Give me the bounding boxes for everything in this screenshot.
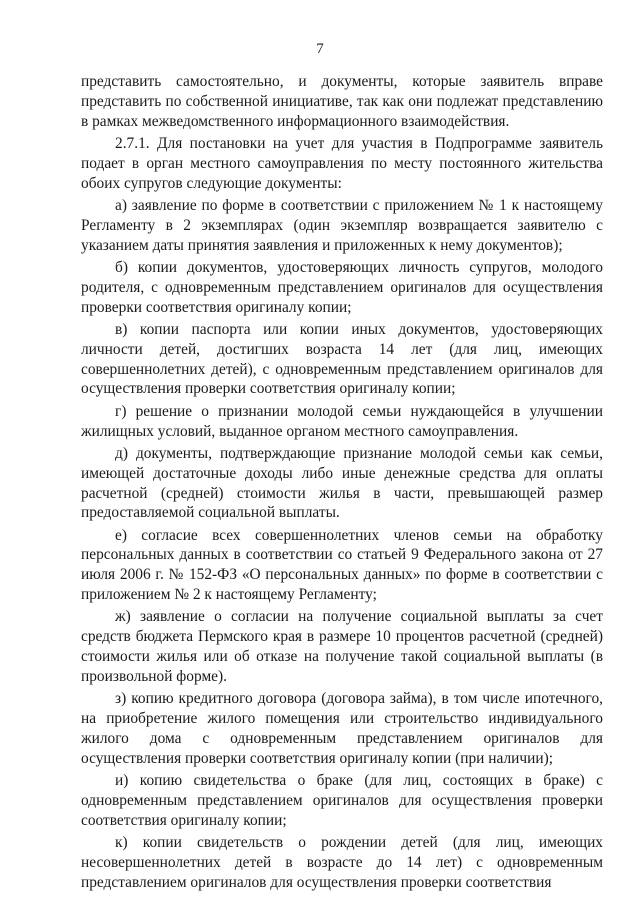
paragraph-continuation: представить самостоятельно, и документы, которые заявитель вправе представить по собственной инициативе, так как они подлежат представлению в рамках межведомственного информационного взаимодействия. xyxy=(81,73,603,130)
list-item-b: б) копии документов, удостоверяющих личность супругов, молодого родителя, с одновременным представлением оригиналов для осуществления проверки соответствия оригиналу копии; xyxy=(81,258,603,316)
page-number: 7 xyxy=(316,41,324,57)
list-item-a: а) заявление по форме в соответствии с приложением № 1 к настоящему Регламенту в 2 экземплярах (один экземпляр возвращается заявителю с указанием даты принятия заявления и приложенных к нему документов); xyxy=(81,196,603,254)
list-item-zh: ж) заявление о согласии на получение социальной выплаты за счет средств бюджета Пермского края в размере 10 процентов расчетной (средней) стоимости жилья или об отказе на получение такой социальной выплаты (в произвольной форме). xyxy=(81,608,603,685)
list-item-d: д) документы, подтверждающие признание молодой семьи как семьи, имеющей достаточные доходы либо иные денежные средства для оплаты расчетной (средней) стоимости жилья в части, превышающей размер предоставляемой социальной выплаты. xyxy=(81,444,603,522)
list-item-g: г) решение о признании молодой семьи нуждающейся в улучшении жилищных условий, выданное органом местного самоуправления. xyxy=(81,402,603,440)
paragraph-2-7-1: 2.7.1. Для постановки на учет для участия в Подпрограмме заявитель подает в орган местного самоуправления по месту постоянного жительства обоих супругов следующие документы: xyxy=(81,134,603,192)
list-item-z: з) копию кредитного договора (договора займа), в том числе ипотечного, на приобретение жилого помещения или строительство индивидуального жилого дома с одновременным представлением оригиналов для осуществления проверки соответствия оригиналу копии (при наличии); xyxy=(81,690,603,767)
list-item-k: к) копии свидетельств о рождении детей (для лиц, имеющих несовершеннолетних детей в возрасте до 14 лет) с одновременным представлением оригиналов для осуществления проверки соответствия xyxy=(81,834,603,891)
list-item-v: в) копии паспорта или копии иных документов, удостоверяющих личности детей, достигших возраста 14 лет (для лиц, имеющих совершеннолетних детей), с одновременным представлением оригиналов для осуществления проверки соответствия оригиналу копии; xyxy=(81,320,603,398)
list-item-i: и) копию свидетельства о браке (для лиц, состоящих в браке) с одновременным представлением оригиналов для осуществления проверки соответствия оригиналу копии; xyxy=(81,772,603,829)
document-body xyxy=(81,72,603,892)
list-item-e: е) согласие всех совершеннолетних членов семьи на обработку персональных данных в соответствии со статьей 9 Федерального закона от 27 июля 2006 г. № 152-ФЗ «О персональных данных» по форме в соответствии с приложением № 2 к настоящему Регламенту; xyxy=(81,526,603,604)
